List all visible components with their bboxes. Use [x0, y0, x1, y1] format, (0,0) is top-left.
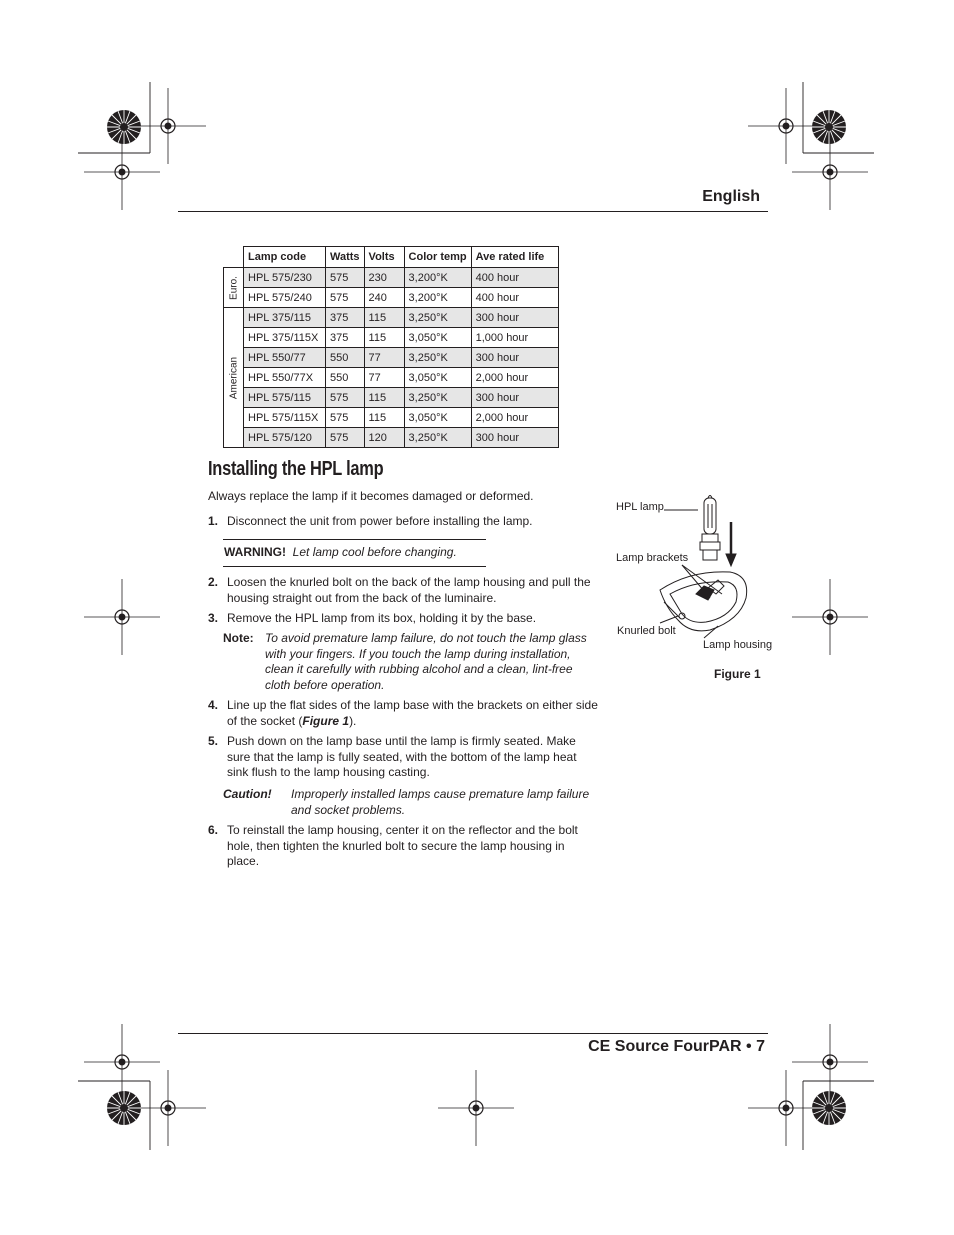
- table-cell: 3,050°K: [404, 408, 471, 428]
- table-cell: 3,250°K: [404, 308, 471, 328]
- warning-bottom-rule: [223, 566, 486, 567]
- table-cell: 3,250°K: [404, 428, 471, 448]
- step-number: 5.: [208, 734, 219, 748]
- table-cell: 3,250°K: [404, 388, 471, 408]
- table-cell: HPL 575/120: [244, 428, 326, 448]
- table-cell: 3,050°K: [404, 328, 471, 348]
- registration-cross-icon: [438, 1070, 514, 1146]
- table-cell: 77: [364, 348, 404, 368]
- step-text: [227, 698, 599, 729]
- down-arrow-icon: [726, 522, 736, 566]
- section-title: Installing the HPL lamp: [208, 458, 384, 480]
- note-label: Note:: [223, 631, 254, 645]
- language-label: English: [702, 188, 760, 205]
- table-cell: 575: [326, 288, 365, 308]
- step-number: 1.: [208, 514, 219, 528]
- table-cell: 115: [364, 388, 404, 408]
- registration-cross-icon: [792, 579, 868, 655]
- hpl-lamp-icon: [700, 496, 720, 561]
- header-rule: [178, 211, 768, 212]
- table-cell: 3,250°K: [404, 348, 471, 368]
- intro-text: Always replace the lamp if it becomes damaged or deformed.: [208, 489, 534, 503]
- table-cell: 230: [364, 268, 404, 288]
- table-cell: 550: [326, 348, 365, 368]
- table-cell: 300 hour: [471, 428, 558, 448]
- table-cell: 375: [326, 308, 365, 328]
- table-cell: 575: [326, 268, 365, 288]
- table-row: [224, 388, 559, 408]
- table-cell: 400 hour: [471, 268, 558, 288]
- registration-star-icon: [812, 110, 846, 144]
- note-text: To avoid premature lamp failure, do not touch the lamp glass with your fingers. If you touch the lamp during installation, clean it carefully with rubbing alcohol and a clean, lint-free cloth before operation.: [265, 631, 587, 692]
- region-label: Euro.: [228, 275, 239, 300]
- table-cell: 400 hour: [471, 288, 558, 308]
- column-header: Color temp: [404, 247, 471, 268]
- figure-caption: Figure 1: [714, 667, 761, 681]
- registration-star-icon: [107, 110, 141, 144]
- table-row: [224, 368, 559, 388]
- figure-label-lamp-housing: Lamp housing: [703, 639, 773, 651]
- table-cell: 300 hour: [471, 308, 558, 328]
- registration-cross-icon: [84, 134, 160, 210]
- table-cell: 240: [364, 288, 404, 308]
- step-number: 4.: [208, 698, 219, 712]
- table-cell: 3,200°K: [404, 268, 471, 288]
- column-header: Lamp code: [244, 247, 326, 268]
- figure-label-knurled-bolt: Knurled bolt: [617, 625, 676, 637]
- table-cell: 375: [326, 328, 365, 348]
- figure-reference: Figure 1: [302, 713, 350, 728]
- table-cell: HPL 575/115: [244, 388, 326, 408]
- figure-label-lamp-brackets: Lamp brackets: [616, 552, 689, 564]
- region-label: American: [228, 356, 239, 399]
- table-cell: HPL 375/115X: [244, 328, 326, 348]
- table-cell: 115: [364, 308, 404, 328]
- table-row: [224, 428, 559, 448]
- warning-top-rule: [223, 539, 486, 540]
- warning-label: WARNING!: [224, 545, 286, 559]
- table-row: [224, 308, 559, 328]
- step-text: Push down on the lamp base until the lamp is firmly seated. Make sure that the lamp is fully seated, with the bottom of the lamp heat sink flush to the lamp housing casting.: [227, 734, 577, 779]
- table-row: [224, 268, 559, 288]
- region-cell: [224, 268, 244, 308]
- table-cell: HPL 575/240: [244, 288, 326, 308]
- table-cell: 2,000 hour: [471, 408, 558, 428]
- caution-label: Caution!: [223, 787, 272, 801]
- column-header: Volts: [364, 247, 404, 268]
- table-cell: 575: [326, 408, 365, 428]
- table-cell: HPL 375/115: [244, 308, 326, 328]
- step-text: Loosen the knurled bolt on the back of the lamp housing and pull the housing straight out from the back of the luminaire.: [227, 575, 591, 605]
- table-cell: HPL 575/230: [244, 268, 326, 288]
- registration-star-icon: [812, 1091, 846, 1125]
- step-number: 2.: [208, 575, 219, 589]
- table-cell: 3,050°K: [404, 368, 471, 388]
- table-cell: 115: [364, 328, 404, 348]
- footer-rule: [178, 1033, 768, 1034]
- table-row: [224, 348, 559, 368]
- table-cell: 3,200°K: [404, 288, 471, 308]
- table-cell: 77: [364, 368, 404, 388]
- table-header-row: [224, 247, 559, 268]
- lamp-installation-diagram: [600, 490, 780, 650]
- warning-box: [224, 545, 494, 561]
- table-row: [224, 408, 559, 428]
- step-text: Remove the HPL lamp from its box, holding it by the base.: [227, 611, 537, 625]
- table-cell: 575: [326, 388, 365, 408]
- table-cell: 1,000 hour: [471, 328, 558, 348]
- column-header: Watts: [326, 247, 365, 268]
- lamp-spec-table: [223, 246, 559, 448]
- table-cell: 115: [364, 408, 404, 428]
- table-cell: HPL 550/77X: [244, 368, 326, 388]
- step-number: 3.: [208, 611, 219, 625]
- table-cell: 575: [326, 428, 365, 448]
- registration-star-icon: [107, 1091, 141, 1125]
- step-text: Disconnect the unit from power before installing the lamp.: [227, 514, 533, 528]
- table-cell: 2,000 hour: [471, 368, 558, 388]
- region-cell: [224, 308, 244, 448]
- registration-cross-icon: [84, 579, 160, 655]
- warning-text: Let lamp cool before changing.: [292, 545, 457, 559]
- figure-label-hpl-lamp: HPL lamp: [616, 501, 664, 513]
- registration-cross-icon: [84, 1024, 160, 1100]
- step-text-part: ).: [349, 713, 357, 728]
- table-cell: 300 hour: [471, 388, 558, 408]
- table-cell: HPL 575/115X: [244, 408, 326, 428]
- column-header: Ave rated life: [471, 247, 558, 268]
- step-number: 6.: [208, 823, 219, 837]
- table-row: [224, 328, 559, 348]
- footer-title: CE Source FourPAR • 7: [588, 1038, 765, 1055]
- table-row: [224, 288, 559, 308]
- table-cell: 300 hour: [471, 348, 558, 368]
- step-text-part: Line up the flat sides of the lamp base with the brackets on either side of the socket (: [227, 698, 598, 728]
- caution-text: Improperly installed lamps cause premature lamp failure and socket problems.: [291, 787, 590, 817]
- table-cell: 550: [326, 368, 365, 388]
- step-text: To reinstall the lamp housing, center it on the reflector and the bolt hole, then tighten the knurled bolt to secure the lamp housing in place.: [227, 823, 578, 868]
- table-cell: 120: [364, 428, 404, 448]
- table-cell: HPL 550/77: [244, 348, 326, 368]
